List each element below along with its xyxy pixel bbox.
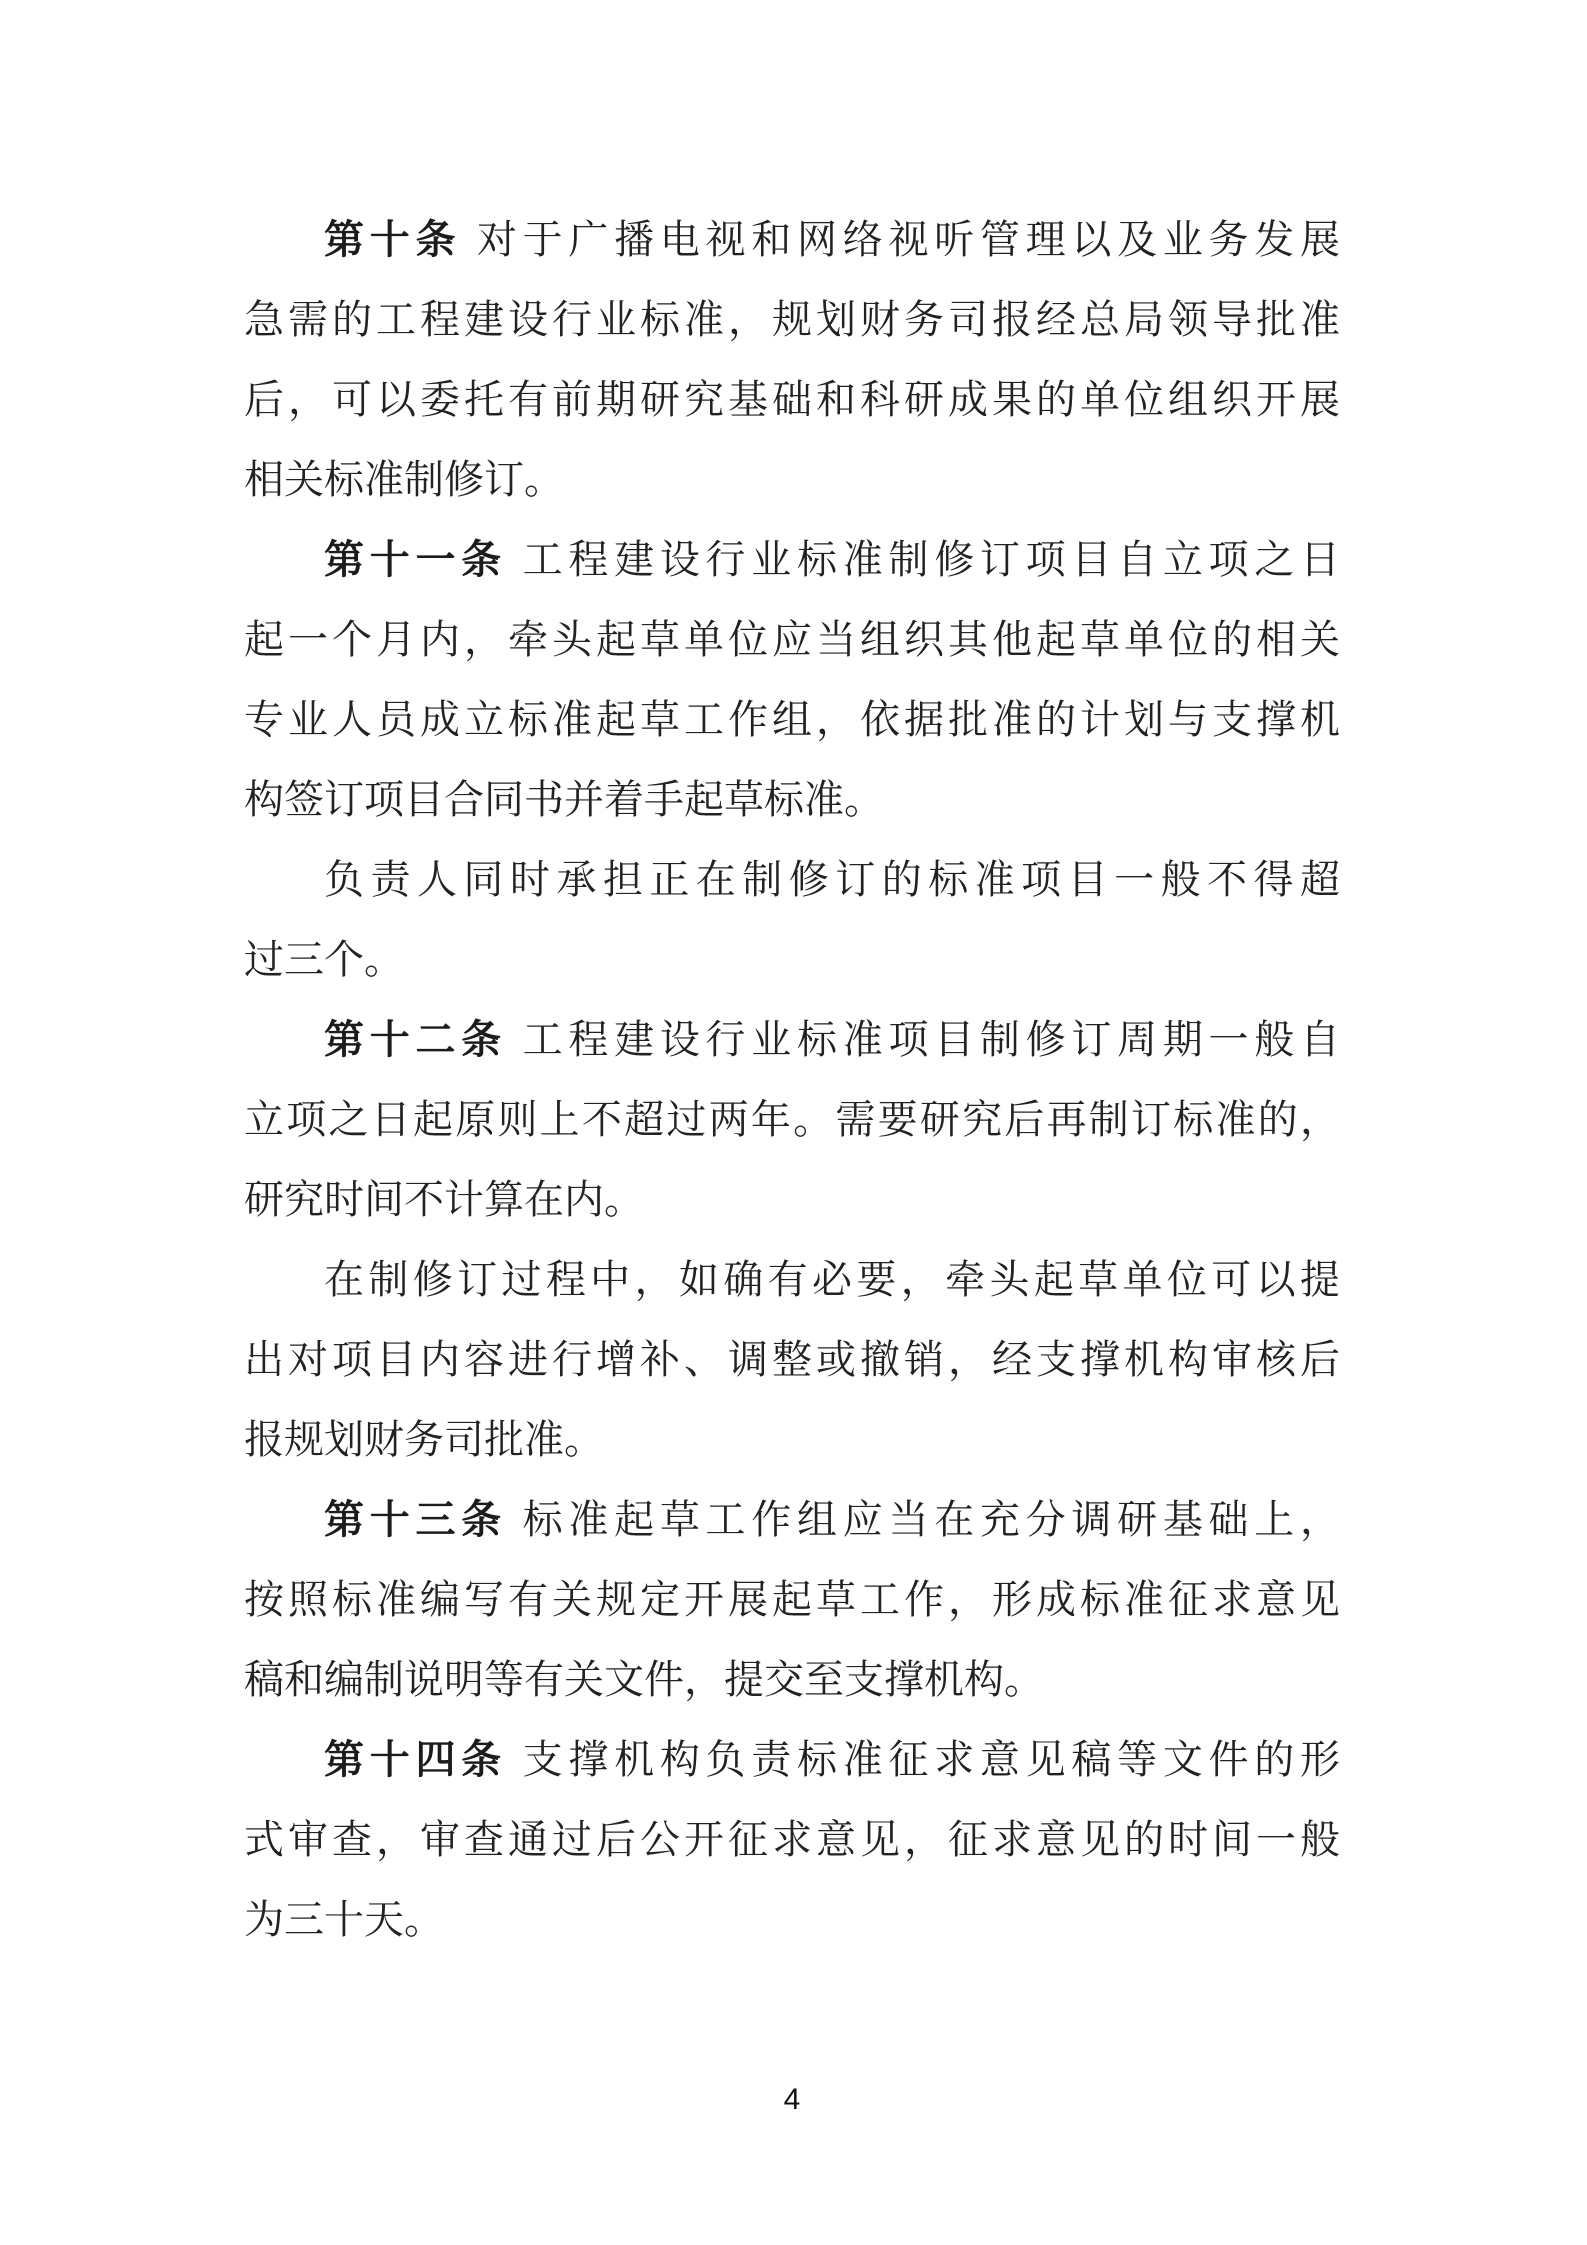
text-line: 为三十天。 (244, 1897, 444, 1942)
text-line: 第十三条 标准起草工作组应当在充分调研基础上， (324, 1497, 1340, 1542)
text-line: 专业人员成立标准起草工作组，依据批准的计划与支撑机 (244, 697, 1340, 742)
article-paragraph (244, 1720, 1340, 1960)
text-line: 构签订项目合同书并着手起草标准。 (244, 777, 884, 822)
text-line: 急需的工程建设行业标准，规划财务司报经总局领导批准 (244, 297, 1340, 342)
article-paragraph (244, 1000, 1340, 1240)
body-paragraph (244, 1240, 1340, 1480)
text-line: 式审查，审查通过后公开征求意见，征求意见的时间一般 (244, 1817, 1340, 1862)
article-paragraph (244, 1480, 1340, 1720)
article-number: 第十四条 (324, 1738, 507, 1782)
text-line: 第十一条 工程建设行业标准制修订项目自立项之日 (324, 537, 1340, 582)
text-line: 第十四条 支撑机构负责标准征求意见稿等文件的形 (324, 1737, 1340, 1782)
text-line: 负责人同时承担正在制修订的标准项目一般不得超 (324, 857, 1340, 902)
text-line: 过三个。 (244, 937, 404, 982)
article-number: 第十一条 (324, 538, 507, 582)
text-line: 相关标准制修订。 (244, 457, 564, 502)
text-line: 起一个月内，牵头起草单位应当组织其他起草单位的相关 (244, 617, 1340, 662)
text-line: 在制修订过程中，如确有必要，牵头起草单位可以提 (324, 1257, 1340, 1302)
article-paragraph (244, 200, 1340, 520)
article-paragraph (244, 520, 1340, 840)
article-number: 第十条 (324, 218, 462, 262)
page-number: 4 (783, 2083, 801, 2116)
text-line: 立项之日起原则上不超过两年。需要研究后再制订标准的， (244, 1097, 1340, 1142)
text-line: 研究时间不计算在内。 (244, 1177, 644, 1222)
text-line: 第十条 对于广播电视和网络视听管理以及业务发展 (324, 217, 1340, 262)
body-paragraph (244, 840, 1340, 1000)
text-line: 后，可以委托有前期研究基础和科研成果的单位组织开展 (244, 377, 1340, 422)
article-number: 第十二条 (324, 1018, 507, 1062)
text-line: 第十二条 工程建设行业标准项目制修订周期一般自 (324, 1017, 1340, 1062)
text-line: 稿和编制说明等有关文件，提交至支撑机构。 (244, 1657, 1044, 1702)
text-line: 出对项目内容进行增补、调整或撤销，经支撑机构审核后 (244, 1337, 1340, 1382)
text-line: 报规划财务司批准。 (244, 1417, 604, 1462)
article-number: 第十三条 (324, 1498, 507, 1542)
text-line: 按照标准编写有关规定开展起草工作，形成标准征求意见 (244, 1577, 1340, 1622)
document-body (244, 200, 1340, 1960)
